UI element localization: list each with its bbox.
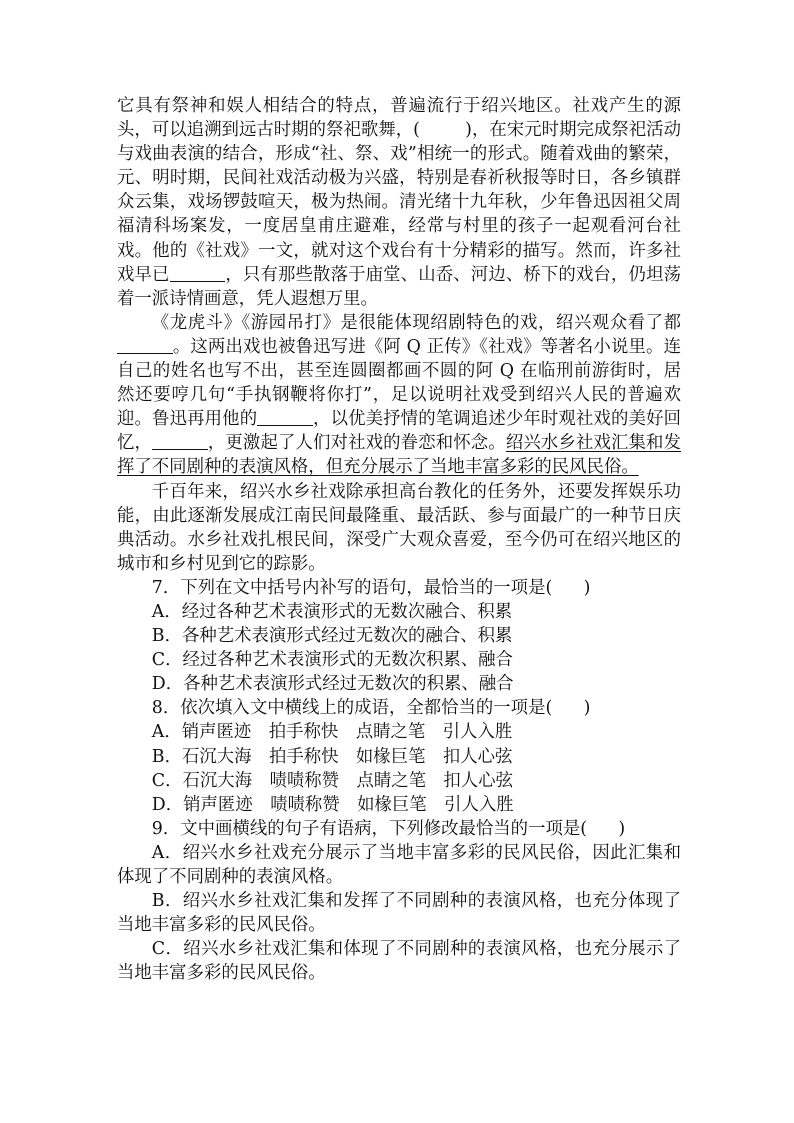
question-7-option-c: C．经过各种艺术表演形式的无数次积累、融合 bbox=[151, 650, 513, 671]
question-8-option-b: B．石沉大海 拍手称快 如椽巨笔 扣人心弦 bbox=[151, 746, 513, 767]
passage-text: )，在宋元时期完成祭祀活动与戏曲表演的结合，形成“社、祭、戏”相统一的形式。随着戏曲的繁荣，元、明时期，民间社戏活动极为兴盛，特别是春祈秋报等时日，各乡镇群众云集，戏场锣鼓喧天，极为热闹。清光绪十九年秋，少年鲁迅因祖父周福清科场案发，一度居皇甫庄避难，经常与村里的孩子一起观看河台社戏。他的《社戏》一文，就对这个戏台有十分精彩的描写。然而，许多社戏早已 bbox=[117, 120, 681, 285]
passage-paragraph-2 bbox=[117, 311, 681, 480]
question-9-option-a: A．绍兴水乡社戏充分展示了当地丰富多彩的民风民俗，因此汇集和体现了不同剧种的表演风格。 bbox=[117, 842, 681, 887]
passage-text: ，只有那些散落于庙堂、山岙、河边、桥下的戏台，仍坦荡着一派诗情画意，凭人遐想万里。 bbox=[117, 264, 681, 309]
passage-text: 它具有祭神和娱人相结合的特点，普遍流行于绍兴地区。社戏产生的源头，可以追溯到远古时期的祭祀歌舞，( bbox=[117, 96, 681, 141]
passage-paragraph-1 bbox=[117, 94, 681, 311]
question-9-option-b: B．绍兴水乡社戏汇集和发挥了不同剧种的表演风格，也充分体现了当地丰富多彩的民风民俗。 bbox=[117, 891, 681, 936]
question-7-option-b: B．各种艺术表演形式经过无数次的融合、积累 bbox=[151, 626, 513, 647]
fill-blank-line bbox=[170, 263, 226, 281]
question-9-option-c: C．绍兴水乡社戏汇集和体现了不同剧种的表演风格，也充分展示了当地丰富多彩的民风民俗。 bbox=[117, 939, 681, 984]
question-7-option-a: A．经过各种艺术表演形式的无数次融合、积累 bbox=[151, 601, 513, 622]
question-8-option-c: C．石沉大海 啧啧称赞 点睛之笔 扣人心弦 bbox=[151, 770, 513, 791]
fill-blank-line bbox=[257, 408, 313, 426]
document-page bbox=[117, 94, 681, 985]
passage-text: 。这两出戏也被鲁迅写进《阿 Q 正传》《社戏》等著名小说里。连自己的姓名也写不出，甚至连圆圈都画不圆的阿 Q 在临刑前游街时，居然还要哼几句“手执钢鞭将你打”，足以说明社戏受到绍兴人民的普遍欢迎。鲁迅再用他的 bbox=[117, 336, 681, 430]
underlined-sentence: 绍兴水乡社戏汇集和发挥了不同剧种的表演风格，但充分展示了当地丰富多彩的民风民俗。 bbox=[117, 433, 681, 478]
question-8-option-a: A．销声匿迹 拍手称快 点睛之笔 引人入胜 bbox=[151, 722, 513, 743]
fill-blank-line bbox=[152, 432, 208, 450]
question-8-stem: 8．依次填入文中横线上的成语，全都恰当的一项是( ) bbox=[151, 698, 591, 719]
passage-text: ，以优美抒情的笔调追述少年时观社戏的美好回忆， bbox=[117, 409, 681, 454]
passage-paragraph-3: 千百年来，绍兴水乡社戏除承担高台教化的任务外，还要发挥娱乐功能，由此逐渐发展成江南民间最隆重、最活跃、参与面最广的一种节日庆典活动。水乡社戏扎根民间，深受广大观众喜爱，至今仍可在绍兴地区的城市和乡村见到它的踪影。 bbox=[117, 481, 681, 574]
question-7-option-d: D．各种艺术表演形式经过无数次的积累、融合 bbox=[151, 674, 514, 695]
passage-text: ，更激起了人们对社戏的眷恋和怀念。 bbox=[207, 433, 506, 454]
question-8-option-d: D．销声匿迹 啧啧称赞 如椽巨笔 引人入胜 bbox=[151, 794, 514, 815]
passage-text: 《龙虎斗》《游园吊打》是很能体现绍剧特色的戏，绍兴观众看了都 bbox=[151, 312, 681, 333]
fill-blank-line bbox=[117, 336, 173, 354]
question-9-stem: 9．文中画横线的句子有语病，下列修改最恰当的一项是( ) bbox=[151, 818, 626, 839]
question-7-stem: 7．下列在文中括号内补写的语句，最恰当的一项是( ) bbox=[151, 577, 591, 598]
